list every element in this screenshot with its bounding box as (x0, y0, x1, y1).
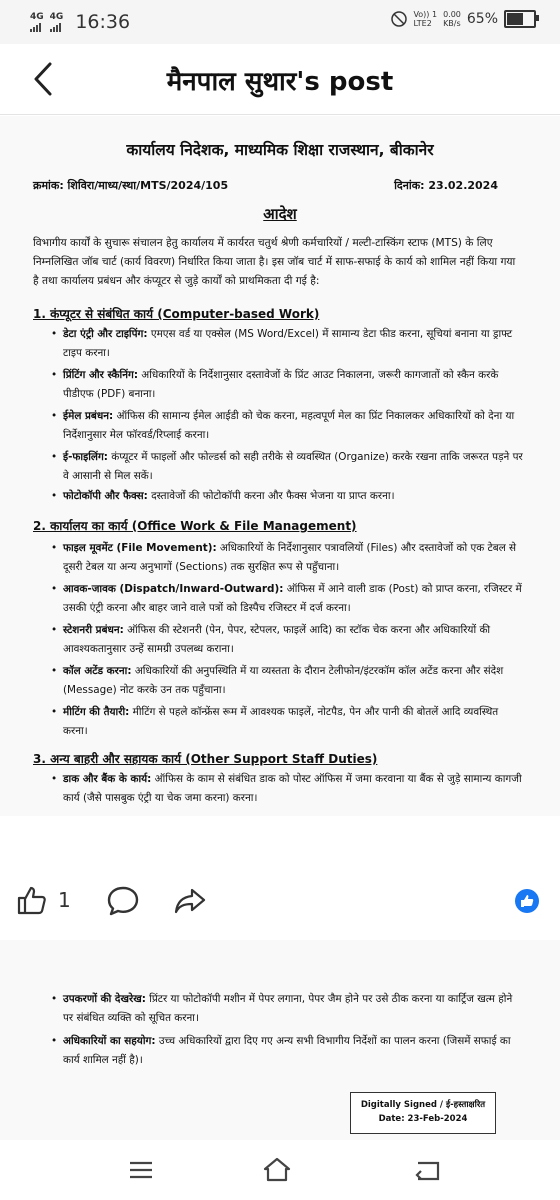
section-3-title: 3. अन्य बाहरी और सहायक कार्य (Other Support Staff Duties) (33, 752, 378, 766)
signal-indicator-1 (30, 13, 44, 32)
reference-number: क्रमांक: शिविरा/माध्य/स्था/MTS/2024/105 (33, 179, 229, 192)
section-1-title: 1. कंप्यूटर से संबंधित कार्य (Computer-based Work) (33, 307, 320, 321)
item-label: अधिकारियों का सहयोग: (63, 1035, 156, 1047)
list-item (63, 580, 523, 618)
like-count: 1 (58, 888, 71, 912)
list-item (63, 325, 523, 363)
order-title: आदेश (263, 205, 297, 223)
comment-icon (107, 886, 139, 916)
volte-indicator (413, 10, 437, 28)
item-label: ई-फाइलिंग: (63, 451, 108, 463)
comment-button[interactable] (107, 886, 139, 920)
order-date: दिनांक: 23.02.2024 (394, 179, 498, 192)
lte-label: LTE2 (413, 19, 432, 28)
share-button[interactable] (174, 887, 206, 919)
do-not-disturb-icon (391, 11, 407, 27)
network-type-2: 4G (49, 11, 64, 22)
like-button[interactable] (16, 884, 48, 920)
item-label: डेटा एंट्री और टाइपिंग: (63, 328, 148, 340)
data-speed (443, 10, 461, 28)
item-label: डाक और बैंक के कार्य: (63, 773, 152, 785)
item-text: अधिकारियों के निर्देशानुसार पत्रावलियों (Files) और दस्तावेजों को एक टेबल से दूसरी टेबल या अन्य अनुभागों (Sections) तक सुरक्षित रूप से पहुँचाना। (63, 542, 517, 573)
item-text: एमएस वर्ड या एक्सेल (MS Word/Excel) में सामान्य डेटा फीड करना, सूचियां बनाना या ड्राफ्ट टाइप करना। (63, 328, 513, 359)
office-heading: कार्यालय निदेशक, माध्यमिक शिक्षा राजस्थान, बीकानेर (126, 141, 434, 159)
item-label: फाइल मूवमेंट (File Movement): (63, 542, 217, 554)
item-text: ऑफिस की सामान्य ईमेल आईडी को चेक करना, महत्वपूर्ण मेल का प्रिंट निकालकर अधिकारियों को देना या निर्देशानुसार मेल फॉरवर्ड/रिप्लाई करना। (63, 410, 515, 441)
list-item (63, 366, 523, 404)
reference-line (33, 178, 498, 193)
intro-paragraph: विभागीय कार्यों के सुचारू संचालन हेतु कार्यालय में कार्यरत चतुर्थ श्रेणी कर्मचारियों / मल्टी-टास्किंग स्टाफ (MTS) के लिए निम्नलिखित जॉब चार्ट (कार्य विवरण) निर्धारित किया जाता है। इस जॉब चार्ट में साफ-सफाई के कार्य को शामिल नहीं किया गया है तथा कार्यालय प्रबंधन और कंप्यूटर से जुड़े कार्यों को प्राथमिकता दी गई है: (33, 237, 516, 287)
navigation-bar (0, 1140, 560, 1200)
item-text: ऑफिस में आने वाली डाक (Post) को प्राप्त करना, रजिस्टर में उसकी एंट्री करना और बाहर जाने वाले पत्रों को डिस्पैच रजिस्टर में दर्ज करना। (63, 583, 522, 614)
signal-bars-icon (50, 22, 61, 32)
signature-date: Date: 23-Feb-2024 (378, 1114, 468, 1124)
item-text: अधिकारियों के निर्देशानुसार दस्तावेजों के प्रिंट आउट निकालना, जरूरी कागजातों को स्कैन करके पीडीएफ (PDF) बनाना। (63, 369, 499, 400)
list-item (63, 448, 523, 486)
item-label: प्रिंटिंग और स्कैनिंग: (63, 369, 138, 381)
item-label: आवक-जावक (Dispatch/Inward-Outward): (63, 583, 284, 595)
list-item (63, 770, 523, 808)
home-icon (262, 1156, 292, 1182)
item-text: ऑफिस के काम से संबंधित डाक को पोस्ट ऑफिस में जमा करवाना या बैंक से जुड़े सामान्य कागजी कार्य (जैसे पासबुक एंट्री या चेक जमा करना) करना। (63, 773, 522, 804)
post-image-document[interactable] (0, 116, 560, 816)
post-header (0, 44, 560, 115)
list-item (63, 539, 523, 577)
home-button[interactable] (262, 1156, 292, 1186)
reaction-bar (0, 868, 560, 928)
item-text: कंप्यूटर में फाइलों और फोल्डर्स को सही तरीके से व्यवस्थित (Organize) करके रखना ताकि जरूरत पड़ने पर वे आसानी से मिल सकें। (63, 451, 523, 482)
item-label: कॉल अटेंड करना: (63, 665, 132, 677)
clock: 16:36 (75, 11, 131, 33)
section-2-title: 2. कार्यालय का कार्य (Office Work & File Management) (33, 519, 357, 533)
item-text: दस्तावेजों की फोटोकॉपी करना और फैक्स भेजना या प्राप्त करना। (147, 490, 395, 502)
item-label: ईमेल प्रबंधन: (63, 410, 114, 422)
recents-button[interactable] (128, 1160, 154, 1184)
signature-line: Digitally Signed / ई-हस्ताक्षरित (360, 1100, 486, 1110)
item-text: अधिकारियों की अनुपस्थिति में या व्यस्तता के दौरान टेलीफोन/इंटरकॉम कॉल अटेंड करना और संदेश (Message) नोट करके उन तक पहुँचाना। (63, 665, 504, 696)
item-label: मीटिंग की तैयारी: (63, 706, 130, 718)
list-item (63, 662, 523, 700)
list-item (63, 621, 523, 659)
battery-percent: 65% (466, 11, 498, 27)
menu-icon (128, 1160, 154, 1180)
battery-icon (504, 10, 536, 28)
item-label: उपकरणों की देखरेख: (63, 993, 146, 1005)
signal-indicator-2 (50, 13, 64, 32)
item-label: स्टेशनरी प्रबंधन: (63, 624, 124, 636)
thumbs-up-icon (16, 884, 48, 916)
list-item (63, 1032, 523, 1070)
like-badge (514, 888, 540, 918)
speed-unit: KB/s (443, 19, 461, 28)
back-icon (412, 1160, 442, 1182)
volte-label: Vo)) 1 (413, 10, 438, 19)
status-bar (0, 0, 560, 44)
signature-box (350, 1092, 496, 1134)
share-icon (174, 887, 206, 915)
list-item (63, 703, 523, 741)
page-title: मैनपाल सुथार's post (166, 67, 394, 97)
speed-value: 0.00 (443, 10, 461, 19)
list-item (63, 407, 523, 445)
like-badge-icon (514, 888, 540, 914)
system-back-button[interactable] (412, 1160, 442, 1186)
list-item (63, 487, 523, 506)
item-text: मीटिंग से पहले कॉन्फ्रेंस रूम में आवश्यक फाइलें, नोटपैड, पेन और पानी की बोतलें आदि व्यवस्थित करना। (63, 706, 499, 737)
network-type-1: 4G (30, 11, 44, 22)
item-label: फोटोकॉपी और फैक्स: (63, 490, 148, 502)
post-image-document-continued[interactable] (0, 940, 560, 1140)
list-item (63, 990, 523, 1028)
item-text: प्रिंटर या फोटोकॉपी मशीन में पेपर लगाना, पेपर जैम होने पर उसे ठीक करना या कार्ट्रिज खत्म होने पर संबंधित व्यक्ति को सूचित करना। (63, 993, 513, 1024)
signal-bars-icon (30, 22, 41, 32)
item-text: उच्च अधिकारियों द्वारा दिए गए अन्य सभी विभागीय निर्देशों का पालन करना (जिसमें सफाई का कार्य शामिल नहीं है)। (63, 1035, 511, 1066)
item-text: ऑफिस की स्टेशनरी (पेन, पेपर, स्टेपलर, फाइलें आदि) का स्टॉक चेक करना और अधिकारियों की आवश्यकतानुसार उन्हें सामग्री उपलब्ध कराना। (63, 624, 491, 655)
